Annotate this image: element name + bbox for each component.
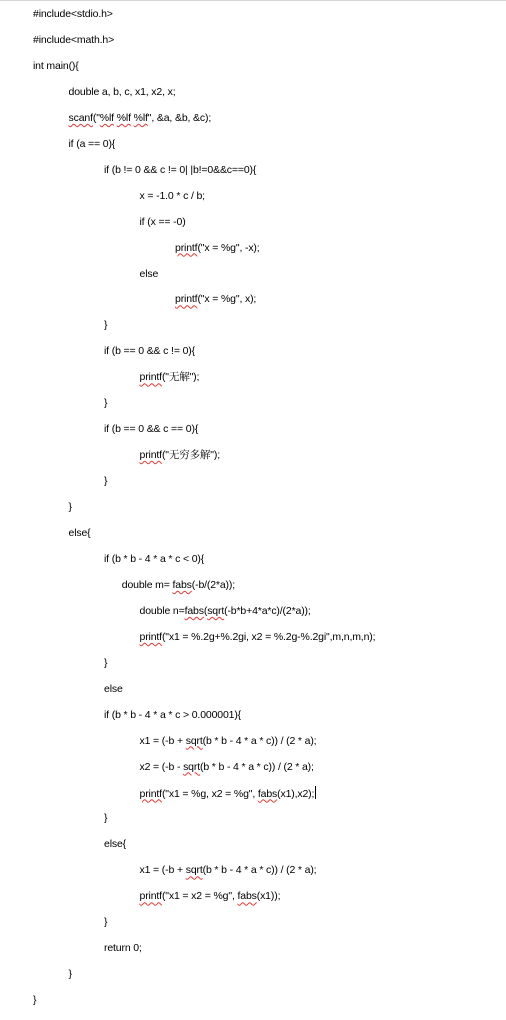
code-text: x2 = (-b -: [139, 760, 184, 773]
spellcheck-flagged-word: sqrt: [185, 734, 203, 747]
code-line: [122, 578, 235, 592]
spellcheck-flagged-word: printf: [175, 293, 198, 306]
code-text: (x1));: [256, 890, 281, 903]
code-line: [69, 500, 72, 514]
spellcheck-flagged-word: sqrt: [183, 760, 200, 773]
code-text: if (x == -0): [139, 215, 186, 228]
code-line: [104, 474, 107, 488]
code-text: if (b == 0 && c == 0){: [104, 423, 199, 436]
spellcheck-flagged-word: sqrt: [185, 864, 203, 877]
code-text: int main(){: [33, 59, 79, 72]
code-text: else: [139, 267, 159, 280]
code-text: }: [68, 501, 72, 514]
code-text: (": [92, 111, 100, 124]
code-line: [104, 163, 256, 177]
code-text: #include<math.h>: [33, 33, 115, 46]
code-text: if (b * b - 4 * a * c < 0){: [104, 552, 205, 565]
code-text: else: [104, 682, 123, 695]
code-text: ", &a, &b, &c);: [147, 111, 212, 124]
spellcheck-flagged-word: fabs: [257, 787, 278, 800]
text-cursor: [315, 786, 316, 799]
code-text: (-b/(2*a));: [191, 578, 236, 591]
code-line: [104, 318, 107, 332]
code-text: }: [104, 397, 108, 410]
code-line: [140, 189, 205, 203]
code-text: if (b != 0 && c != 0| |b!=0&&c==0){: [104, 163, 257, 176]
code-text: (b * b - 4 * a * c)) / (2 * a);: [199, 760, 314, 773]
code-text: x1 = (-b +: [139, 864, 186, 877]
spellcheck-flagged-word: scanf: [68, 111, 93, 124]
code-line: [140, 267, 159, 281]
code-line: [175, 292, 256, 306]
code-line: [104, 656, 107, 670]
code-text: x = -1.0 * c / b;: [139, 189, 205, 202]
code-text: (b * b - 4 * a * c)) / (2 * a);: [202, 864, 317, 877]
code-line: [69, 111, 212, 125]
code-text: x1 = (-b +: [139, 734, 186, 747]
code-line: [104, 422, 198, 436]
code-text: }: [104, 812, 108, 825]
code-text: ("无解");: [161, 371, 200, 384]
code-line: [104, 837, 126, 851]
spellcheck-flagged-word: %lf: [116, 111, 131, 124]
code-text: (b * b - 4 * a * c)) / (2 * a);: [202, 734, 317, 747]
code-text: return 0;: [104, 942, 142, 955]
spellcheck-flagged-word: printf: [139, 787, 162, 800]
code-text: }: [104, 656, 108, 669]
code-text: #include<stdio.h>: [33, 8, 113, 20]
spellcheck-flagged-word: %lf: [99, 111, 114, 124]
code-line: [104, 682, 123, 696]
spellcheck-flagged-word: fabs: [184, 604, 204, 617]
code-text: ("x = %g", x);: [197, 293, 257, 306]
code-text: ("无穷多解");: [161, 449, 220, 462]
code-text: else{: [68, 527, 91, 539]
spellcheck-flagged-word: printf: [139, 449, 162, 462]
code-text: if (a == 0){: [68, 137, 116, 150]
spellcheck-flagged-word: fabs: [237, 890, 257, 903]
code-line: [104, 552, 204, 566]
code-text: if (b == 0 && c != 0){: [104, 345, 195, 358]
spellcheck-flagged-word: sqrt: [207, 604, 225, 617]
code-text: double m=: [121, 578, 173, 591]
spellcheck-flagged-word: fabs: [172, 578, 192, 591]
code-line: [140, 863, 317, 877]
spellcheck-flagged-word: printf: [139, 630, 162, 643]
code-line: [104, 344, 195, 358]
code-text: double a, b, c, x1, x2, x;: [68, 85, 176, 98]
code-text: }: [104, 319, 108, 332]
code-line: [140, 215, 186, 229]
code-text: (: [203, 604, 208, 617]
code-text: double n=: [139, 604, 185, 617]
code-line: [175, 241, 260, 255]
code-line: [140, 760, 314, 774]
code-line: [140, 889, 281, 903]
code-line: [140, 448, 220, 462]
code-text: ("x = %g", -x);: [197, 241, 260, 254]
code-line: [104, 915, 107, 929]
code-line: [33, 33, 114, 47]
code-line: [104, 811, 107, 825]
code-text: ("x1 = %g, x2 = %g",: [161, 787, 258, 800]
code-line: [33, 7, 113, 21]
code-text: (x1),x2);: [277, 787, 315, 800]
code-text: (-b*b+4*a*c)/(2*a));: [224, 604, 311, 617]
code-text: ("x1 = x2 = %g",: [161, 890, 238, 903]
spellcheck-flagged-word: printf: [139, 371, 162, 384]
code-line: [140, 604, 311, 618]
code-text: }: [68, 968, 72, 981]
code-line: [69, 526, 91, 540]
code-text: }: [33, 994, 37, 1007]
code-text: else{: [104, 838, 127, 851]
code-text: if (b * b - 4 * a * c > 0.000001){: [104, 708, 242, 721]
spellcheck-flagged-word: printf: [175, 241, 198, 254]
code-line: [104, 708, 241, 722]
code-line: [33, 993, 36, 1007]
spellcheck-flagged-word: %lf: [133, 111, 148, 124]
code-line: [104, 396, 107, 410]
code-line: [69, 85, 176, 99]
code-line: [140, 630, 376, 644]
code-line: [33, 59, 79, 73]
code-text: }: [104, 475, 108, 488]
code-text: }: [104, 916, 108, 929]
code-line: [69, 137, 116, 151]
code-line: [140, 786, 317, 800]
code-line: [69, 967, 72, 981]
code-line: [140, 734, 317, 748]
spellcheck-flagged-word: printf: [139, 890, 162, 903]
code-line: [140, 370, 200, 384]
code-line: [104, 941, 142, 955]
code-text: ("x1 = %.2g+%.2gi, x2 = %.2g-%.2gi",m,n,m,n);: [161, 630, 376, 643]
